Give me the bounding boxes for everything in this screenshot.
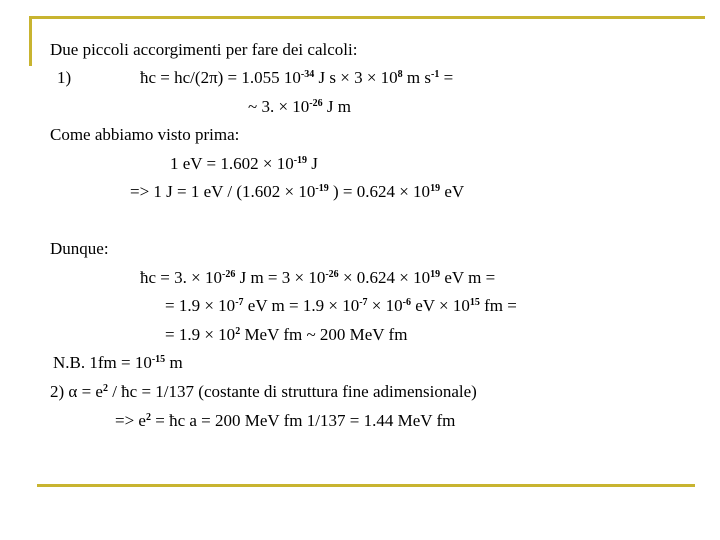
hbar-c-formula: ħc = hc/(2π) = 1.055 $10^{-34}$ J $s \times 3 \times 10^8$ m $s^{-1}$ = — [140, 68, 454, 87]
fine-structure-line: 2) $\alpha = e^2$ / ħc = 1/137 (costante di struttura fine adimensionale) — [50, 382, 477, 401]
therefore-line: Dunque: — [50, 239, 109, 258]
bottom-rule — [37, 484, 695, 487]
intro-line: Due piccoli accorgimenti per fare dei calcoli: — [50, 40, 358, 59]
fermi-note: N.B. $1fm = 10^{-15}$ m — [53, 353, 183, 372]
left-rule — [29, 16, 32, 66]
ev-conversion: 1 eV = $1.602 \times 10^{-19}$ J — [170, 154, 318, 173]
hbar-c-fm-line: = $1.9 \times 10^{-7}$ eV $m = 1.9 \times 10^{-7} \times 10^{-6}$ eV × $10^{15}$ fm = — [165, 296, 517, 315]
top-rule — [29, 16, 705, 19]
hbar-c-ev-line: ħc = 3. × $10^{-26}$ J $m = 3 \times 10^{-26} \times 0.624 \times 10^{19}$ eV m = — [140, 268, 496, 287]
hbar-c-mev-line: = $1.9 \times 10^2$ MeV fm ~ 200 MeV fm — [165, 325, 408, 344]
recall-line: Come abbiamo visto prima: — [50, 125, 240, 144]
item-1-number: 1) — [57, 68, 72, 87]
hbar-c-approx: ~ 3. × $10^{-26}$ J m — [248, 97, 351, 116]
joule-conversion: => 1 J = 1 eV / ($1.602 \times 10^{-19}$ ) = $0.624 \times 10^{19}$ eV — [130, 182, 465, 201]
e-squared-line: => $e^2$ = ħc a = 200 MeV fm 1/137 = 1.44 MeV fm — [115, 411, 456, 430]
